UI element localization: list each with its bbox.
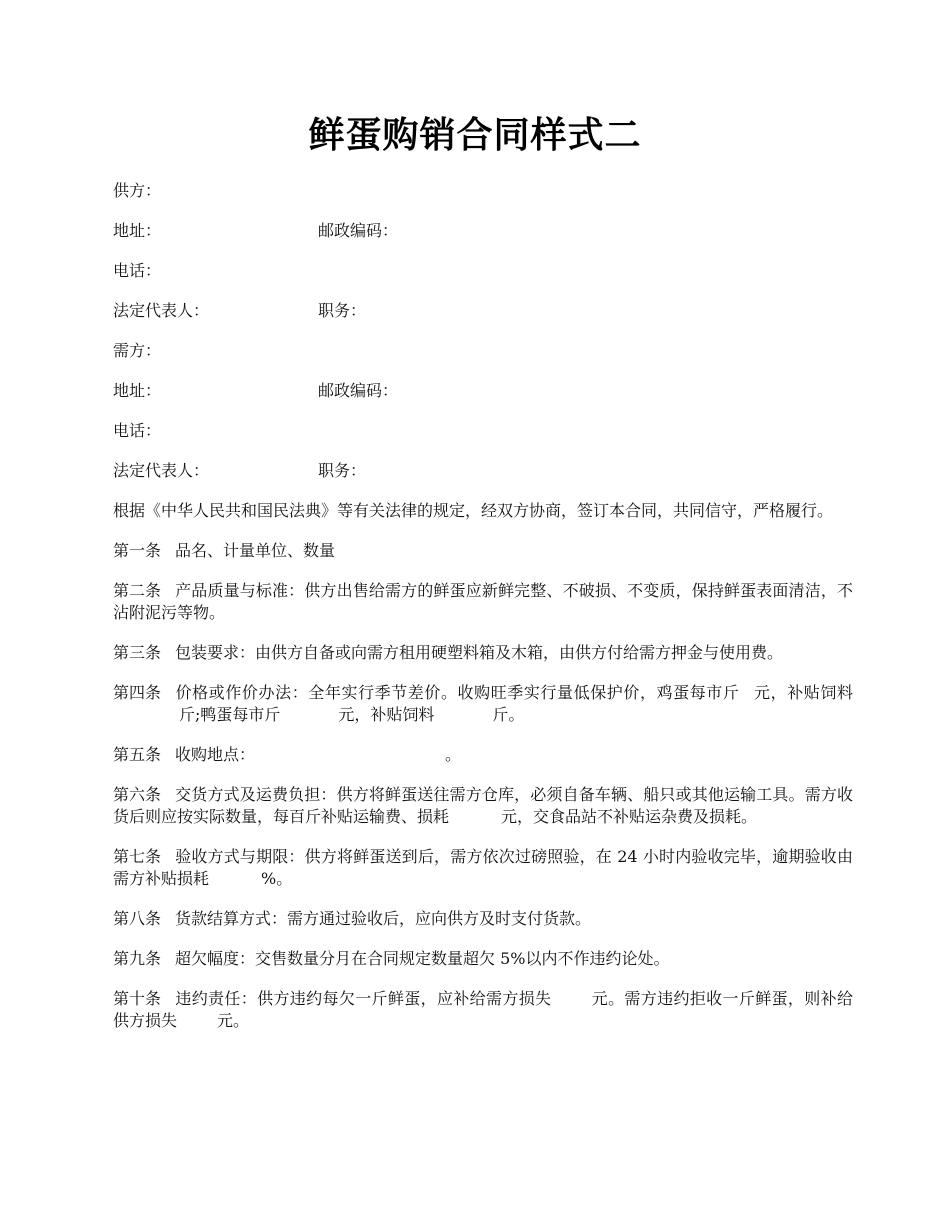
article-text: %。 <box>261 869 293 888</box>
article-text: 元，交食品站不补贴运杂费及损耗。 <box>501 807 758 826</box>
article-number: 第十条 <box>113 989 162 1008</box>
article-2 <box>113 580 853 624</box>
article-7 <box>113 846 853 890</box>
article-text: 收购地点： <box>175 745 256 764</box>
page-title: 鲜蛋购销合同样式二 <box>308 114 642 156</box>
article-4 <box>113 682 853 726</box>
article-text: 元，补贴饲料 <box>753 683 853 702</box>
buyer-phone-label: 电话： <box>113 421 162 440</box>
article-text: 元，补贴饲料 <box>338 705 435 724</box>
article-5 <box>113 744 853 766</box>
article-text: 货款结算方式：需方通过验收后，应向供方及时支付货款。 <box>175 909 592 928</box>
article-8 <box>113 908 853 930</box>
buyer-postcode-label: 邮政编码： <box>318 381 399 400</box>
supplier-address-label: 地址： <box>113 221 162 240</box>
buyer-position-label: 职务： <box>318 461 367 480</box>
supplier-legal-rep-label: 法定代表人： <box>113 301 210 320</box>
buyer-address-label: 地址： <box>113 381 162 400</box>
article-text: 品名、计量单位、数量 <box>175 541 336 560</box>
article-number: 第八条 <box>113 909 162 928</box>
article-number: 第二条 <box>113 581 162 600</box>
supplier-rep-row <box>113 300 853 322</box>
article-text: 元。需方违约拒收一斤鲜蛋，则补给供方损失 <box>113 989 853 1030</box>
supplier-address-row <box>113 220 853 242</box>
article-text: 超欠幅度：交售数量分月在合同规定数量超欠 5%以内不作违约论处。 <box>175 949 670 968</box>
supplier-phone-label: 电话： <box>113 261 162 280</box>
supplier-postcode-label: 邮政编码： <box>318 221 399 240</box>
preamble: 根据《中华人民共和国民法典》等有关法律的规定，经双方协商，签订本合同，共同信守，严格履行。 <box>113 501 834 520</box>
article-text: 违约责任：供方违约每欠一斤鲜蛋，应补给需方损失 <box>175 989 552 1008</box>
buyer-address-row <box>113 380 853 402</box>
supplier-position-label: 职务： <box>318 301 367 320</box>
article-3 <box>113 642 853 664</box>
article-1 <box>113 540 853 562</box>
buyer-legal-rep-label: 法定代表人： <box>113 461 210 480</box>
article-6 <box>113 784 853 828</box>
article-text: 交货方式及运费负担：供方将鲜蛋送往需方仓库，必须自备车辆、船只或其他运输工具。需方收货后则应按实际数量，每百斤补贴运输费、损耗 <box>113 785 853 826</box>
article-text: 包装要求：由供方自备或向需方租用硬塑料箱及木箱，由供方付给需方押金与使用费。 <box>175 643 784 662</box>
article-number: 第九条 <box>113 949 162 968</box>
article-number: 第六条 <box>113 785 162 804</box>
supplier-label: 供方： <box>113 181 162 200</box>
article-text: 斤;鸭蛋每市斤 <box>179 705 281 724</box>
contract-body <box>113 180 853 1050</box>
buyer-rep-row <box>113 460 853 482</box>
article-text: 斤。 <box>492 705 525 724</box>
article-10 <box>113 988 853 1032</box>
article-number: 第一条 <box>113 541 162 560</box>
article-number: 第三条 <box>113 643 162 662</box>
article-text: 元。 <box>217 1011 250 1030</box>
buyer-label: 需方： <box>113 341 162 360</box>
article-9 <box>113 948 853 970</box>
article-number: 第七条 <box>113 847 162 866</box>
article-text: 产品质量与标准：供方出售给需方的鲜蛋应新鲜完整、不破损、不变质，保持鲜蛋表面清洁，不沾附泥污等物。 <box>113 581 853 622</box>
article-text: 。 <box>445 745 462 764</box>
article-text: 价格或作价办法：全年实行季节差价。收购旺季实行量低保护价，鸡蛋每市斤 <box>175 683 740 702</box>
article-text: 验收方式与期限：供方将鲜蛋送到后，需方依次过磅照验，在 24 小时内验收完毕，逾期验收由需方补贴损耗 <box>113 847 853 888</box>
article-number: 第四条 <box>113 683 162 702</box>
article-number: 第五条 <box>113 745 162 764</box>
